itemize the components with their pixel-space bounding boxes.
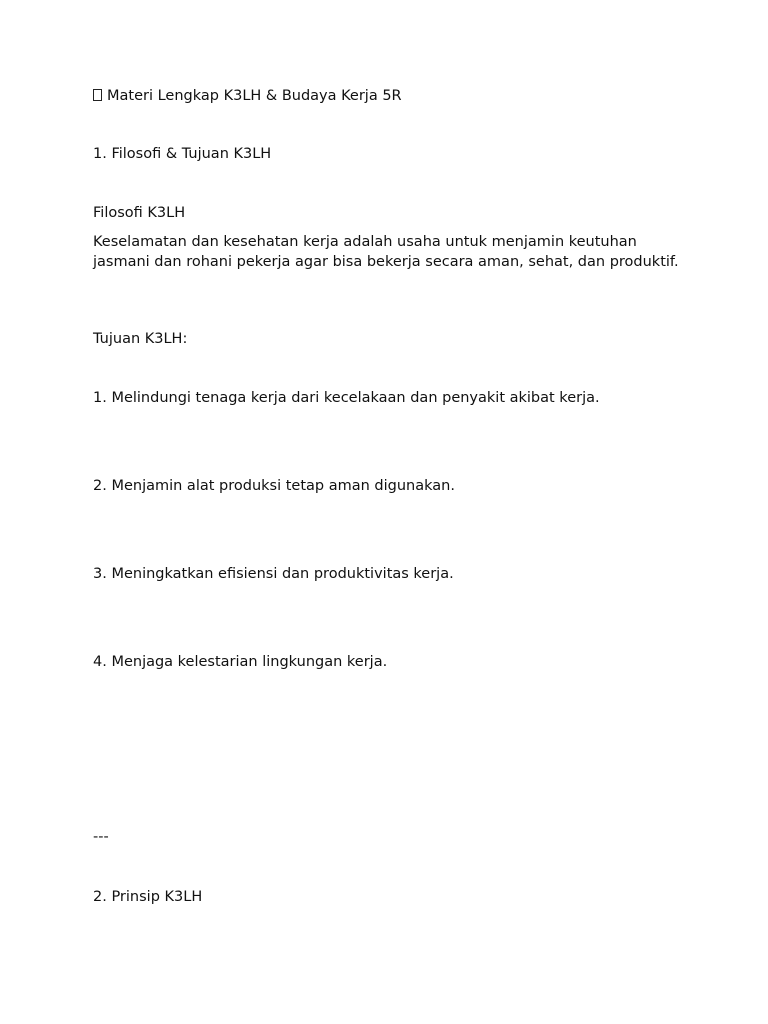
missing-glyph-icon — [93, 89, 102, 101]
tujuan-item-1: 1. Melindungi tenaga kerja dari kecelakaan dan penyakit akibat kerja. — [93, 390, 600, 406]
section-2-heading: 2. Prinsip K3LH — [93, 889, 203, 905]
tujuan-item-2: 2. Menjamin alat produksi tetap aman digunakan. — [93, 478, 455, 494]
filosofi-heading: Filosofi K3LH — [93, 205, 186, 221]
document-title — [93, 87, 402, 106]
tujuan-heading: Tujuan K3LH: — [93, 331, 188, 347]
tujuan-item-3: 3. Meningkatkan efisiensi dan produktivitas kerja. — [93, 566, 454, 582]
filosofi-paragraph: Keselamatan dan kesehatan kerja adalah usaha untuk menjamin keutuhan jasmani dan rohani pekerja agar bisa bekerja secara aman, sehat, dan produktif. — [93, 234, 679, 270]
section-1-heading: 1. Filosofi & Tujuan K3LH — [93, 146, 272, 162]
document-title-text: Materi Lengkap K3LH & Budaya Kerja 5R — [107, 88, 402, 104]
tujuan-item-4: 4. Menjaga kelestarian lingkungan kerja. — [93, 654, 388, 670]
separator: --- — [93, 829, 109, 845]
